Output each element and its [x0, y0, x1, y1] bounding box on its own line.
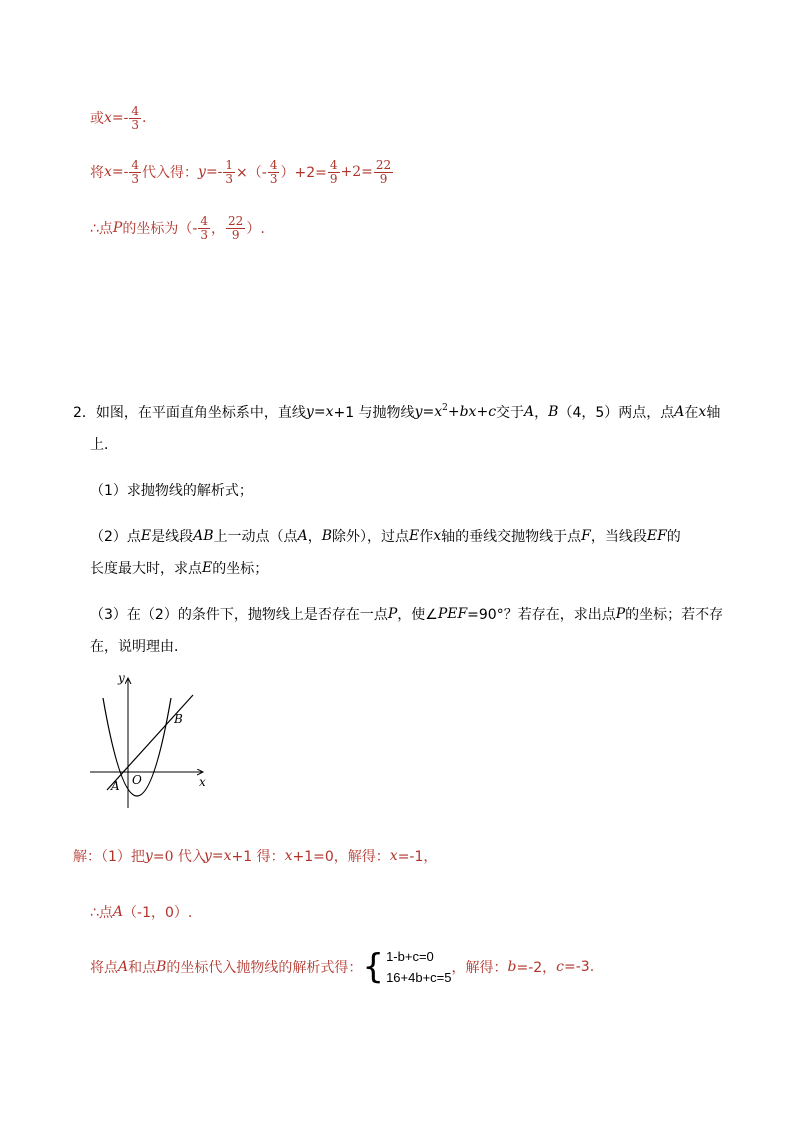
- var: P: [387, 606, 398, 622]
- denominator: 3: [225, 171, 234, 186]
- text: +: [476, 404, 489, 420]
- point-b-label: B: [174, 712, 183, 726]
- system-brace: {: [362, 947, 385, 987]
- text: +1=0，解得：: [292, 849, 390, 865]
- var: E: [202, 560, 213, 576]
- text: 作: [419, 529, 434, 545]
- numerator: 22: [228, 213, 244, 228]
- numerator: 22: [375, 157, 392, 172]
- equation-system: [386, 946, 451, 988]
- var-p: P: [112, 220, 123, 236]
- text: ∴点: [90, 221, 113, 237]
- question-2-line-1: [73, 402, 720, 422]
- fraction: [223, 159, 235, 185]
- answer-line-2: [90, 154, 394, 190]
- text: 或: [90, 111, 104, 127]
- text: （3）在（2）的条件下，抛物线上是否存在一点: [90, 607, 388, 623]
- denominator: 3: [200, 227, 209, 242]
- text: ）.: [246, 221, 265, 237]
- text: 在，说明理由．: [90, 639, 188, 655]
- var: B: [548, 404, 559, 420]
- fraction: [129, 159, 141, 185]
- var: E: [140, 528, 152, 544]
- line-ab: [107, 695, 193, 790]
- denominator: 9: [231, 227, 240, 242]
- text: +: [447, 404, 460, 420]
- numerator: 4: [131, 157, 140, 172]
- text: 轴: [706, 405, 721, 421]
- text: 将: [90, 165, 104, 181]
- text: =90°？若存在，求出点: [467, 607, 616, 623]
- numerator: 4: [131, 103, 140, 118]
- text: =-: [205, 164, 223, 180]
- var: x: [698, 404, 707, 420]
- var: x: [325, 404, 334, 420]
- text: （4，5）两点，点: [558, 405, 675, 421]
- point-a-label: A: [111, 779, 120, 793]
- var: AB: [193, 528, 214, 544]
- var: A: [297, 528, 308, 544]
- text: 的: [666, 529, 681, 545]
- text: ，: [211, 221, 226, 237]
- numerator: 4: [269, 157, 278, 172]
- var: b: [507, 959, 517, 975]
- var: bx: [459, 404, 477, 420]
- part-1: [90, 480, 253, 500]
- text: =-1，: [397, 849, 438, 865]
- var: F: [581, 528, 591, 544]
- var: A: [112, 904, 124, 920]
- equation: 1-b+c=0: [386, 949, 434, 964]
- text: 将点: [90, 960, 118, 976]
- text: 的坐标为（-: [122, 221, 198, 237]
- text: 交于: [496, 405, 525, 421]
- question-2-line-2: [90, 434, 118, 454]
- text: +1 得：: [231, 849, 285, 865]
- text: 的坐标；若不存: [625, 607, 724, 623]
- text: ，当线段: [590, 529, 647, 545]
- text: 2．如图，在平面直角坐标系中，直线: [73, 405, 306, 421]
- text: =-2，: [516, 960, 557, 976]
- part-3-line-2: [90, 636, 188, 656]
- denominator: 3: [131, 117, 140, 132]
- exponent: 2: [442, 403, 448, 413]
- var-x: x: [104, 110, 112, 126]
- var: E: [408, 528, 420, 544]
- text: 的坐标代入抛物线的解析式得：: [166, 960, 363, 976]
- var: y: [414, 404, 423, 420]
- var: PEF: [437, 606, 468, 622]
- var: P: [615, 606, 626, 622]
- solution-line-3: [90, 944, 594, 990]
- text: （2）点: [90, 529, 141, 545]
- var: x: [284, 848, 293, 864]
- text: 上．: [90, 437, 118, 453]
- text: +1 与抛物线: [333, 405, 415, 421]
- var-y: y: [198, 164, 206, 180]
- var: B: [321, 528, 332, 544]
- text: =: [422, 404, 435, 420]
- text: 除外），过点: [331, 529, 409, 545]
- text: =0 代入: [152, 849, 206, 865]
- part-3-line-1: [90, 604, 723, 624]
- text: （-1，0）.: [123, 905, 193, 921]
- var: A: [524, 404, 535, 420]
- text: （1）求抛物线的解析式；: [90, 483, 253, 499]
- fraction: [328, 159, 340, 185]
- text: =: [313, 404, 326, 420]
- answer-line-1: [90, 100, 146, 136]
- text: ×（-: [236, 165, 267, 181]
- text: ，: [534, 405, 549, 421]
- var-x: x: [104, 164, 112, 180]
- x-axis-label: x: [199, 775, 206, 789]
- text: ∴点: [90, 905, 113, 921]
- solution-line-2: [90, 902, 192, 922]
- fraction: [226, 215, 245, 241]
- var: c: [556, 959, 565, 975]
- var: EF: [646, 528, 667, 544]
- coordinate-figure: [85, 668, 215, 813]
- text: ，: [307, 529, 322, 545]
- fraction: [129, 105, 141, 131]
- fraction: [198, 215, 210, 241]
- text: 长度最大时，求点: [90, 561, 202, 577]
- numerator: 4: [329, 157, 338, 172]
- numerator: 4: [200, 213, 209, 228]
- var: c: [488, 404, 497, 420]
- var: x: [389, 848, 398, 864]
- text: =: [211, 848, 224, 864]
- text: .: [142, 110, 147, 126]
- text: 上一动点（点: [213, 529, 298, 545]
- var: y: [144, 848, 153, 864]
- part-2-line-2: [90, 558, 268, 578]
- text: 是线段: [151, 529, 194, 545]
- text: +2=: [340, 164, 373, 180]
- text: ，解得：: [451, 960, 508, 976]
- var: x: [223, 848, 232, 864]
- text: 代入得：: [142, 165, 199, 181]
- fraction: [374, 159, 393, 185]
- numerator: 1: [225, 157, 234, 172]
- denominator: 9: [379, 171, 388, 186]
- var: x: [434, 404, 443, 420]
- text: =-: [111, 164, 129, 180]
- denominator: 9: [329, 171, 338, 186]
- part-2-line-1: [90, 526, 681, 546]
- text: ，使∠: [397, 607, 438, 623]
- var: y: [203, 848, 212, 864]
- text: 轴的垂线交抛物线于点: [441, 529, 582, 545]
- text: =-: [111, 110, 129, 126]
- text: ）+2=: [280, 165, 327, 181]
- var: y: [305, 404, 314, 420]
- denominator: 3: [269, 171, 278, 186]
- var: A: [118, 959, 129, 975]
- var: A: [674, 404, 685, 420]
- origin-label: O: [132, 773, 142, 787]
- text: =-3.: [564, 959, 595, 975]
- text: 和点: [128, 960, 157, 976]
- text: 的坐标；: [212, 561, 269, 577]
- y-axis-label: y: [118, 671, 125, 685]
- var: x: [433, 528, 442, 544]
- text: 解：（1）把: [73, 849, 145, 865]
- answer-line-3: [90, 210, 265, 246]
- solution-line-1: [73, 846, 437, 866]
- text: 在: [684, 405, 699, 421]
- fraction: [268, 159, 280, 185]
- denominator: 3: [131, 171, 140, 186]
- var: B: [156, 959, 167, 975]
- equation: 16+4b+c=5: [386, 970, 452, 985]
